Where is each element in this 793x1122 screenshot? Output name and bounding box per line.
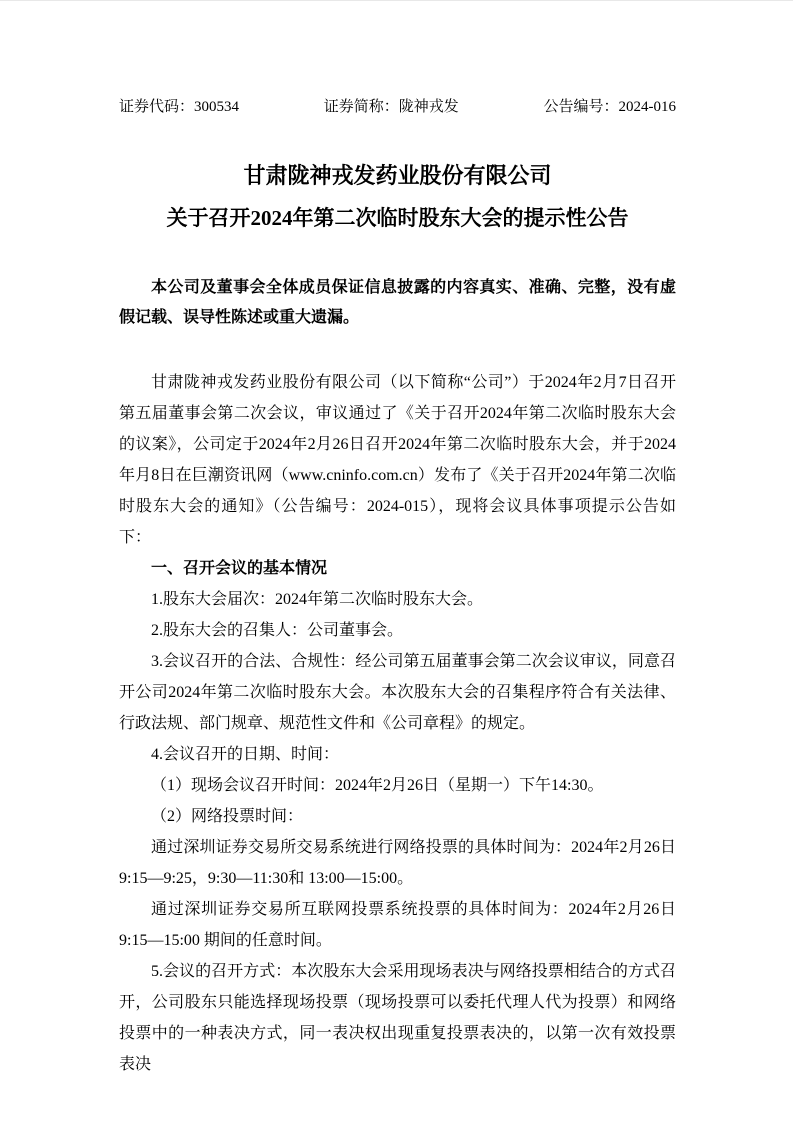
item-date-time: 4.会议召开的日期、时间： (151, 746, 340, 763)
stock-code-text: 证券代码：300534 (119, 99, 240, 115)
item-legality: 3.会议召开的合法、合规性：经公司第五届董事会第二次会议审议，同意召开公司2024年第二次临时股东大会。本次股东大会的召集程序符合有关法律、行政法规、部门规章、规范性文件和《公司章程》的规定。 (119, 653, 676, 732)
stock-abbr-text: 证券简称：陇神戎发 (323, 99, 459, 115)
announcement-body (119, 367, 676, 1080)
item-meeting-session: 1.股东大会届次：2024年第二次临时股东大会。 (151, 591, 484, 608)
integrity-statement: 本公司及董事会全体成员保证信息披露的内容真实、准确、完整，没有虚假记载、误导性陈述或重大遗漏。 (119, 279, 676, 326)
item-internet-voting-time: 通过深圳证券交易所互联网投票系统投票的具体时间为：2024年2月26日9:15—15:00 期间的任意时间。 (119, 901, 676, 949)
announcement-subtitle: 关于召开2024年第二次临时股东大会的提示性公告 (166, 206, 629, 230)
company-title: 甘肃陇神戎发药业股份有限公司 (243, 163, 552, 188)
item-online-voting-time: （2）网络投票时间： (151, 808, 304, 825)
page-content (119, 1, 676, 1080)
item-convener: 2.股东大会的召集人：公司董事会。 (151, 622, 404, 639)
intro-paragraph: 甘肃陇神戎发药业股份有限公司（以下简称“公司”）于2024年2月7日召开第五届董事会第二次会议，审议通过了《关于召开2024年第二次临时股东大会的议案》，公司定于2024年2月26日召开2024年第二次临时股东大会，并于2024年月8日在巨潮资讯网（www.cninfo.com.cn）发布了《关于召开2024年第二次临时股东大会的通知》（公告编号：2024-015），现将会议具体事项提示公告如下： (119, 374, 676, 546)
item-onsite-meeting-time: （1）现场会议召开时间：2024年2月26日（星期一）下午14:30。 (151, 777, 604, 794)
item-meeting-method: 5.会议的召开方式：本次股东大会采用现场表决与网络投票相结合的方式召开，公司股东只能选择现场投票（现场投票可以委托代理人代为投票）和网络投票中的一种表决方式，同一表决权出现重复投票表决的，以第一次有效投票表决 (119, 963, 676, 1073)
section-heading-1: 一、召开会议的基本情况 (151, 560, 328, 577)
securities-header-row (119, 98, 676, 117)
announcement-number-text: 公告编号：2024-016 (543, 99, 676, 115)
item-trading-system-voting-time: 通过深圳证券交易所交易系统进行网络投票的具体时间为：2024年2月26日9:15—9:25，9:30—11:30和 13:00—15:00。 (119, 839, 676, 887)
